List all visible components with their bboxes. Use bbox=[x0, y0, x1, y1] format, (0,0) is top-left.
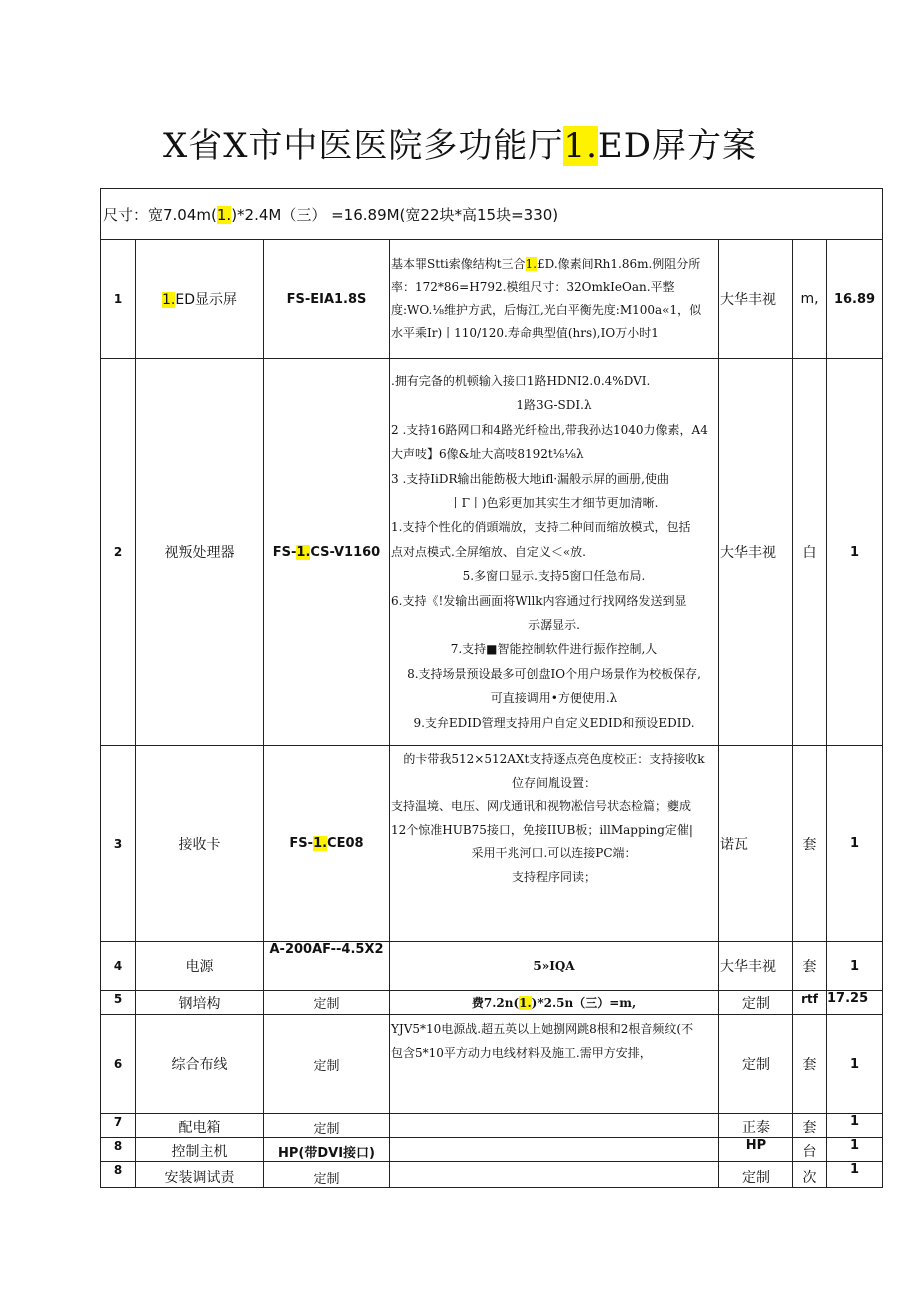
item-unit: 套 bbox=[793, 1114, 827, 1138]
desc-line: 包含5*10平方动力电线材料及施工.需甲方安排， bbox=[391, 1046, 652, 1060]
row-number: 2 bbox=[101, 359, 136, 746]
desc-line: 丨Γ丨)色彩更加其实生才细节更加清晰. bbox=[449, 495, 659, 510]
table-row bbox=[101, 942, 883, 991]
desc-line: .拥有完备的机顿输入接口1路HDNI2.0.4%DVI. bbox=[391, 373, 651, 388]
row-number: 5 bbox=[101, 991, 136, 1015]
item-name: 综合布线 bbox=[136, 1015, 264, 1114]
item-description: 5»IQA bbox=[390, 942, 719, 991]
desc-line: 1路3G-SDI.λ bbox=[516, 398, 592, 413]
desc-line: 水平乘Ir)丨110/120.寿命典型值(hrs),IO万小时1 bbox=[391, 326, 659, 340]
item-description bbox=[390, 240, 719, 359]
item-name: 视叛处理器 bbox=[136, 359, 264, 746]
desc-line: 采用干兆河口.可以连接PC端： bbox=[471, 846, 637, 860]
table-row bbox=[101, 1015, 883, 1114]
row-number: 8 bbox=[101, 1138, 136, 1162]
item-description bbox=[390, 1015, 719, 1114]
item-name: 1.ED显示屏 bbox=[136, 240, 264, 359]
item-description: 费7.2n(1.)*2.5n（三）=m, bbox=[390, 991, 719, 1015]
item-brand: 定制 bbox=[719, 991, 793, 1015]
item-brand: 大华丰视 bbox=[719, 240, 793, 359]
row-number: 3 bbox=[101, 746, 136, 942]
item-unit: rtf bbox=[793, 991, 827, 1015]
item-description bbox=[390, 1114, 719, 1138]
item-unit: 套 bbox=[793, 746, 827, 942]
item-model: FS-1.CS-V1160 bbox=[264, 359, 390, 746]
item-name: 钢培构 bbox=[136, 991, 264, 1015]
desc-line: 5.多窗口显示.支持5窗口任急布局. bbox=[462, 569, 646, 584]
desc-line: 6.支持《!发输出画面将Wllk内容通过行找网络发送到显 bbox=[391, 593, 687, 608]
item-brand: 定制 bbox=[719, 1015, 793, 1114]
item-name: 接收卡 bbox=[136, 746, 264, 942]
desc-line: 2 .支持16路网口和4路光纤检出,带我孙达1040力像素，A4 bbox=[391, 422, 708, 437]
desc-line: 的卡带我512×512AXt支持逐点亮色度校正：支持接收k bbox=[403, 752, 705, 766]
desc-line: 3 .支持IiDR输出能飭极大地ifl·漏般示屏的画册,使曲 bbox=[391, 471, 669, 486]
table-row bbox=[101, 240, 883, 359]
item-brand: 正泰 bbox=[719, 1114, 793, 1138]
item-quantity: 1 bbox=[827, 1114, 883, 1138]
table-row bbox=[101, 1138, 883, 1162]
item-model: 定制 bbox=[264, 1162, 390, 1188]
desc-line: 度:WO.⅛维护方武，后悔江,光白平衡先度:M100a«1，似 bbox=[391, 303, 702, 317]
row-number: 6 bbox=[101, 1015, 136, 1114]
item-brand: 大华丰视 bbox=[719, 359, 793, 746]
desc-line: 1.支持个性化的俏頭端放，支持二种间而缩放模式，包括 bbox=[391, 520, 691, 535]
spec-table bbox=[100, 188, 883, 1188]
page-title: X省X市中医医院多功能厅1.ED屏方案 bbox=[163, 126, 757, 166]
desc-line: 位存间胤设置： bbox=[511, 775, 596, 790]
table-row bbox=[101, 991, 883, 1015]
desc-line: 支持温境、电压、网戊通讯和视物凇信号状态检篇；夔成 bbox=[391, 799, 692, 813]
item-unit: 白 bbox=[793, 359, 827, 746]
item-name: 安装调试责 bbox=[136, 1162, 264, 1188]
desc-line: 7.支持■智能控制软件进行振作控制,人 bbox=[450, 642, 658, 657]
item-quantity: 1 bbox=[827, 1162, 883, 1188]
item-unit: 台 bbox=[793, 1138, 827, 1162]
item-model: FS-1.CE08 bbox=[264, 746, 390, 942]
item-quantity: 1 bbox=[827, 1138, 883, 1162]
desc-line: 9.支弁EDID管理支持用户自定义EDID和预设EDID. bbox=[413, 715, 695, 730]
item-brand: 诺瓦 bbox=[719, 746, 793, 942]
size-row bbox=[101, 189, 883, 240]
item-quantity: 1 bbox=[827, 942, 883, 991]
item-unit: m, bbox=[793, 240, 827, 359]
desc-line: 率：172*86=H792.模组尺寸：32OmkIeOan.平整 bbox=[391, 280, 675, 294]
desc-line: 点对点模式.全屏缩放、自定义＜«放. bbox=[391, 544, 586, 559]
desc-line: 大声吱】6像&址大高吱8192t⅛⅛λ bbox=[391, 447, 584, 462]
item-unit: 套 bbox=[793, 1015, 827, 1114]
item-quantity: 16.89 bbox=[827, 240, 883, 359]
item-brand: HP bbox=[719, 1138, 793, 1162]
item-model: A-200AF--4.5X2 bbox=[264, 942, 390, 991]
item-quantity: 1 bbox=[827, 1015, 883, 1114]
item-quantity: 17.25 bbox=[827, 991, 883, 1015]
desc-line: 可直接调用•方便使用.λ bbox=[490, 691, 618, 706]
item-name: 电源 bbox=[136, 942, 264, 991]
item-model: HP(带DVI接口) bbox=[264, 1138, 390, 1162]
item-name: 配电箱 bbox=[136, 1114, 264, 1138]
desc-line: 示潺显示. bbox=[528, 618, 580, 633]
item-model: FS-EIA1.8S bbox=[264, 240, 390, 359]
row-number: 4 bbox=[101, 942, 136, 991]
item-quantity: 1 bbox=[827, 746, 883, 942]
desc-line: YJV5*10电源战.超五英以上她捌网跳8根和2根音频纹(不 bbox=[391, 1022, 694, 1036]
item-brand: 大华丰视 bbox=[719, 942, 793, 991]
table-row bbox=[101, 746, 883, 942]
item-description bbox=[390, 1162, 719, 1188]
row-number: 8 bbox=[101, 1162, 136, 1188]
item-name: 控制主机 bbox=[136, 1138, 264, 1162]
desc-line: 基本罪Stti索像结构t三合1.£D.像素间Rh1.86m.例阻分所 bbox=[391, 257, 701, 271]
desc-line: 支持程序同读； bbox=[511, 869, 596, 884]
item-brand: 定制 bbox=[719, 1162, 793, 1188]
item-description bbox=[390, 359, 719, 746]
item-description bbox=[390, 1138, 719, 1162]
title-highlight: 1. bbox=[563, 126, 598, 166]
row-number: 1 bbox=[101, 240, 136, 359]
desc-line: 12个惊准HUB75接口，免接IIUB板；illMapping定催| bbox=[391, 822, 693, 837]
item-unit: 套 bbox=[793, 942, 827, 991]
desc-line: 8.支持场景预设最多可创盘IO个用户场景作为校板保存, bbox=[407, 666, 701, 681]
table-row bbox=[101, 359, 883, 746]
table-row bbox=[101, 1162, 883, 1188]
item-description bbox=[390, 746, 719, 942]
row-number: 7 bbox=[101, 1114, 136, 1138]
item-quantity: 1 bbox=[827, 359, 883, 746]
size-line: 尺寸：宽7.04m(1.)*2.4M（三） =16.89M(宽22块*高15块=330) bbox=[101, 189, 883, 240]
item-model: 定制 bbox=[264, 1015, 390, 1114]
item-model: 定制 bbox=[264, 991, 390, 1015]
item-unit: 次 bbox=[793, 1162, 827, 1188]
table-row bbox=[101, 1114, 883, 1138]
item-model: 定制 bbox=[264, 1114, 390, 1138]
